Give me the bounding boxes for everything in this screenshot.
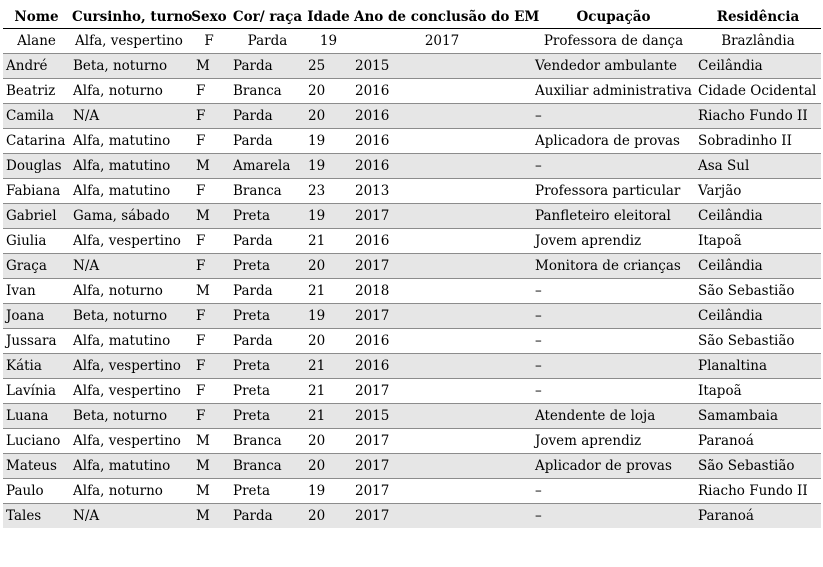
cell-nome: Fabiana: [3, 179, 70, 204]
cell-nome: André: [3, 54, 70, 79]
cell-nome: Graça: [3, 254, 70, 279]
table-row: [3, 429, 821, 454]
cell-cursinho-turno: Alfa, noturno: [70, 279, 188, 304]
cell-residencia: Paranoá: [695, 429, 821, 454]
table-row: [3, 229, 821, 254]
cell-idade: 21: [305, 404, 352, 429]
cell-residencia: Planaltina: [695, 354, 821, 379]
cell-ocupacao: –: [532, 304, 695, 329]
cell-ocupacao: Panfleteiro eleitoral: [532, 204, 695, 229]
cell-ano-conclusao: 2015: [352, 404, 532, 429]
cell-cursinho-turno: Beta, noturno: [70, 54, 188, 79]
cell-ano-conclusao: 2013: [352, 179, 532, 204]
cell-residencia: Ceilândia: [695, 204, 821, 229]
cell-ocupacao: Atendente de loja: [532, 404, 695, 429]
cell-nome: Jussara: [3, 329, 70, 354]
table-row: [3, 454, 821, 479]
cell-cor-raca: Parda: [230, 129, 305, 154]
cell-ano-conclusao: 2016: [352, 79, 532, 104]
table-body: [3, 29, 821, 529]
cell-idade: 19: [305, 129, 352, 154]
cell-nome: Alane: [3, 29, 70, 54]
cell-idade: 19: [305, 204, 352, 229]
cell-idade: 21: [305, 279, 352, 304]
cell-cursinho-turno: Alfa, vespertino: [70, 229, 188, 254]
cell-nome: Catarina: [3, 129, 70, 154]
cell-residencia: Samambaia: [695, 404, 821, 429]
cell-idade: 20: [305, 504, 352, 529]
cell-ano-conclusao: 2017: [352, 254, 532, 279]
cell-nome: Joana: [3, 304, 70, 329]
cell-ocupacao: –: [532, 279, 695, 304]
cell-cor-raca: Preta: [230, 479, 305, 504]
header-residencia: Residência: [695, 6, 821, 29]
cell-cursinho-turno: N/A: [70, 504, 188, 529]
cell-ocupacao: Aplicadora de provas: [532, 129, 695, 154]
cell-sexo: M: [188, 504, 230, 529]
cell-idade: 21: [305, 354, 352, 379]
cell-sexo: F: [188, 229, 230, 254]
cell-cursinho-turno: Beta, noturno: [70, 404, 188, 429]
table-row: [3, 104, 821, 129]
table-row: [3, 79, 821, 104]
header-cor-raca: Cor/ raça: [230, 6, 305, 29]
cell-idade: 19: [305, 479, 352, 504]
table-row: [3, 379, 821, 404]
cell-idade: 19: [305, 29, 352, 54]
cell-sexo: F: [188, 254, 230, 279]
cell-ano-conclusao: 2016: [352, 354, 532, 379]
cell-residencia: Sobradinho II: [695, 129, 821, 154]
cell-ocupacao: Jovem aprendiz: [532, 429, 695, 454]
cell-ocupacao: Aplicador de provas: [532, 454, 695, 479]
cell-idade: 20: [305, 79, 352, 104]
cell-ano-conclusao: 2017: [352, 479, 532, 504]
cell-sexo: F: [188, 354, 230, 379]
header-sexo: Sexo: [188, 6, 230, 29]
cell-cursinho-turno: Alfa, matutino: [70, 154, 188, 179]
cell-sexo: F: [188, 129, 230, 154]
cell-cor-raca: Branca: [230, 179, 305, 204]
cell-sexo: F: [188, 379, 230, 404]
cell-nome: Camila: [3, 104, 70, 129]
cell-cor-raca: Preta: [230, 204, 305, 229]
cell-idade: 20: [305, 104, 352, 129]
cell-idade: 23: [305, 179, 352, 204]
cell-sexo: F: [188, 304, 230, 329]
cell-ocupacao: –: [532, 504, 695, 529]
cell-residencia: São Sebastião: [695, 329, 821, 354]
cell-ocupacao: Professora de dança: [532, 29, 695, 54]
cell-ano-conclusao: 2015: [352, 54, 532, 79]
cell-nome: Lavínia: [3, 379, 70, 404]
cell-cor-raca: Parda: [230, 329, 305, 354]
cell-ocupacao: –: [532, 379, 695, 404]
cell-cursinho-turno: N/A: [70, 104, 188, 129]
cell-residencia: Ceilândia: [695, 304, 821, 329]
cell-nome: Douglas: [3, 154, 70, 179]
cell-ano-conclusao: 2017: [352, 204, 532, 229]
cell-cor-raca: Parda: [230, 279, 305, 304]
cell-ocupacao: –: [532, 329, 695, 354]
header-cursinho-turno: Cursinho, turno: [70, 6, 188, 29]
cell-ocupacao: –: [532, 479, 695, 504]
cell-residencia: Asa Sul: [695, 154, 821, 179]
cell-cursinho-turno: Alfa, matutino: [70, 454, 188, 479]
cell-cursinho-turno: Alfa, matutino: [70, 329, 188, 354]
cell-cursinho-turno: Alfa, vespertino: [70, 29, 188, 54]
cell-ocupacao: –: [532, 154, 695, 179]
header-ano-conclusao: Ano de conclusão do EM: [352, 6, 532, 29]
cell-sexo: M: [188, 454, 230, 479]
cell-sexo: F: [188, 29, 230, 54]
cell-residencia: Paranoá: [695, 504, 821, 529]
cell-cursinho-turno: Alfa, vespertino: [70, 429, 188, 454]
cell-ano-conclusao: 2016: [352, 104, 532, 129]
cell-sexo: F: [188, 404, 230, 429]
cell-sexo: M: [188, 154, 230, 179]
cell-idade: 19: [305, 154, 352, 179]
cell-sexo: F: [188, 79, 230, 104]
cell-cor-raca: Parda: [230, 54, 305, 79]
cell-idade: 25: [305, 54, 352, 79]
table-row: [3, 329, 821, 354]
table-row: [3, 354, 821, 379]
cell-cursinho-turno: Beta, noturno: [70, 304, 188, 329]
cell-cursinho-turno: Alfa, noturno: [70, 79, 188, 104]
cell-ano-conclusao: 2016: [352, 154, 532, 179]
cell-ano-conclusao: 2017: [352, 304, 532, 329]
table-row: [3, 204, 821, 229]
cell-cor-raca: Parda: [230, 29, 305, 54]
cell-nome: Beatriz: [3, 79, 70, 104]
table-row: [3, 154, 821, 179]
cell-sexo: F: [188, 179, 230, 204]
cell-ano-conclusao: 2018: [352, 279, 532, 304]
cell-cor-raca: Branca: [230, 79, 305, 104]
cell-cursinho-turno: Alfa, noturno: [70, 479, 188, 504]
cell-residencia: Riacho Fundo II: [695, 104, 821, 129]
cell-residencia: Brazlândia: [695, 29, 821, 54]
cell-cor-raca: Preta: [230, 354, 305, 379]
cell-idade: 19: [305, 304, 352, 329]
cell-residencia: Cidade Ocidental: [695, 79, 821, 104]
table-row: [3, 129, 821, 154]
cell-cursinho-turno: Alfa, matutino: [70, 129, 188, 154]
cell-cor-raca: Preta: [230, 304, 305, 329]
cell-ano-conclusao: 2017: [352, 504, 532, 529]
header-ocupacao: Ocupação: [532, 6, 695, 29]
cell-nome: Luciano: [3, 429, 70, 454]
cell-residencia: Ceilândia: [695, 254, 821, 279]
cell-idade: 20: [305, 329, 352, 354]
participants-table-container: [3, 6, 821, 528]
cell-idade: 20: [305, 454, 352, 479]
table-row: [3, 504, 821, 529]
cell-cor-raca: Preta: [230, 379, 305, 404]
header-nome: Nome: [3, 6, 70, 29]
header-idade: Idade: [305, 6, 352, 29]
cell-idade: 20: [305, 429, 352, 454]
cell-sexo: M: [188, 279, 230, 304]
cell-cursinho-turno: Gama, sábado: [70, 204, 188, 229]
cell-sexo: M: [188, 429, 230, 454]
cell-idade: 21: [305, 379, 352, 404]
participants-table: [3, 6, 821, 528]
cell-sexo: M: [188, 479, 230, 504]
cell-ocupacao: Monitora de crianças: [532, 254, 695, 279]
cell-cor-raca: Parda: [230, 229, 305, 254]
cell-nome: Mateus: [3, 454, 70, 479]
cell-cursinho-turno: Alfa, vespertino: [70, 379, 188, 404]
cell-cor-raca: Branca: [230, 429, 305, 454]
cell-cursinho-turno: Alfa, vespertino: [70, 354, 188, 379]
cell-residencia: Itapoã: [695, 379, 821, 404]
table-row: [3, 179, 821, 204]
cell-sexo: M: [188, 204, 230, 229]
cell-ano-conclusao: 2016: [352, 329, 532, 354]
cell-nome: Luana: [3, 404, 70, 429]
table-row: [3, 304, 821, 329]
cell-sexo: F: [188, 329, 230, 354]
table-header-row: [3, 6, 821, 29]
cell-sexo: F: [188, 104, 230, 129]
cell-residencia: Ceilândia: [695, 54, 821, 79]
cell-sexo: M: [188, 54, 230, 79]
cell-ocupacao: Auxiliar administrativa: [532, 79, 695, 104]
cell-residencia: Riacho Fundo II: [695, 479, 821, 504]
cell-ocupacao: –: [532, 104, 695, 129]
cell-ano-conclusao: 2017: [352, 429, 532, 454]
cell-cor-raca: Preta: [230, 404, 305, 429]
cell-residencia: São Sebastião: [695, 454, 821, 479]
cell-ano-conclusao: 2017: [352, 454, 532, 479]
cell-ano-conclusao: 2016: [352, 229, 532, 254]
cell-residencia: Varjão: [695, 179, 821, 204]
cell-cor-raca: Amarela: [230, 154, 305, 179]
cell-nome: Giulia: [3, 229, 70, 254]
cell-cor-raca: Preta: [230, 254, 305, 279]
cell-nome: Paulo: [3, 479, 70, 504]
cell-residencia: São Sebastião: [695, 279, 821, 304]
cell-nome: Kátia: [3, 354, 70, 379]
cell-nome: Ivan: [3, 279, 70, 304]
cell-ocupacao: Vendedor ambulante: [532, 54, 695, 79]
cell-cursinho-turno: N/A: [70, 254, 188, 279]
table-row: [3, 54, 821, 79]
table-row: [3, 254, 821, 279]
cell-ocupacao: –: [532, 354, 695, 379]
table-row: [3, 404, 821, 429]
table-row: [3, 279, 821, 304]
cell-ano-conclusao: 2016: [352, 129, 532, 154]
table-row: [3, 29, 821, 54]
cell-idade: 20: [305, 254, 352, 279]
cell-nome: Gabriel: [3, 204, 70, 229]
cell-ano-conclusao: 2017: [352, 379, 532, 404]
table-row: [3, 479, 821, 504]
cell-residencia: Itapoã: [695, 229, 821, 254]
cell-cor-raca: Branca: [230, 454, 305, 479]
cell-cor-raca: Parda: [230, 504, 305, 529]
cell-ocupacao: Jovem aprendiz: [532, 229, 695, 254]
cell-idade: 21: [305, 229, 352, 254]
cell-ano-conclusao: 2017: [352, 29, 532, 54]
cell-ocupacao: Professora particular: [532, 179, 695, 204]
cell-cor-raca: Parda: [230, 104, 305, 129]
cell-cursinho-turno: Alfa, matutino: [70, 179, 188, 204]
cell-nome: Tales: [3, 504, 70, 529]
